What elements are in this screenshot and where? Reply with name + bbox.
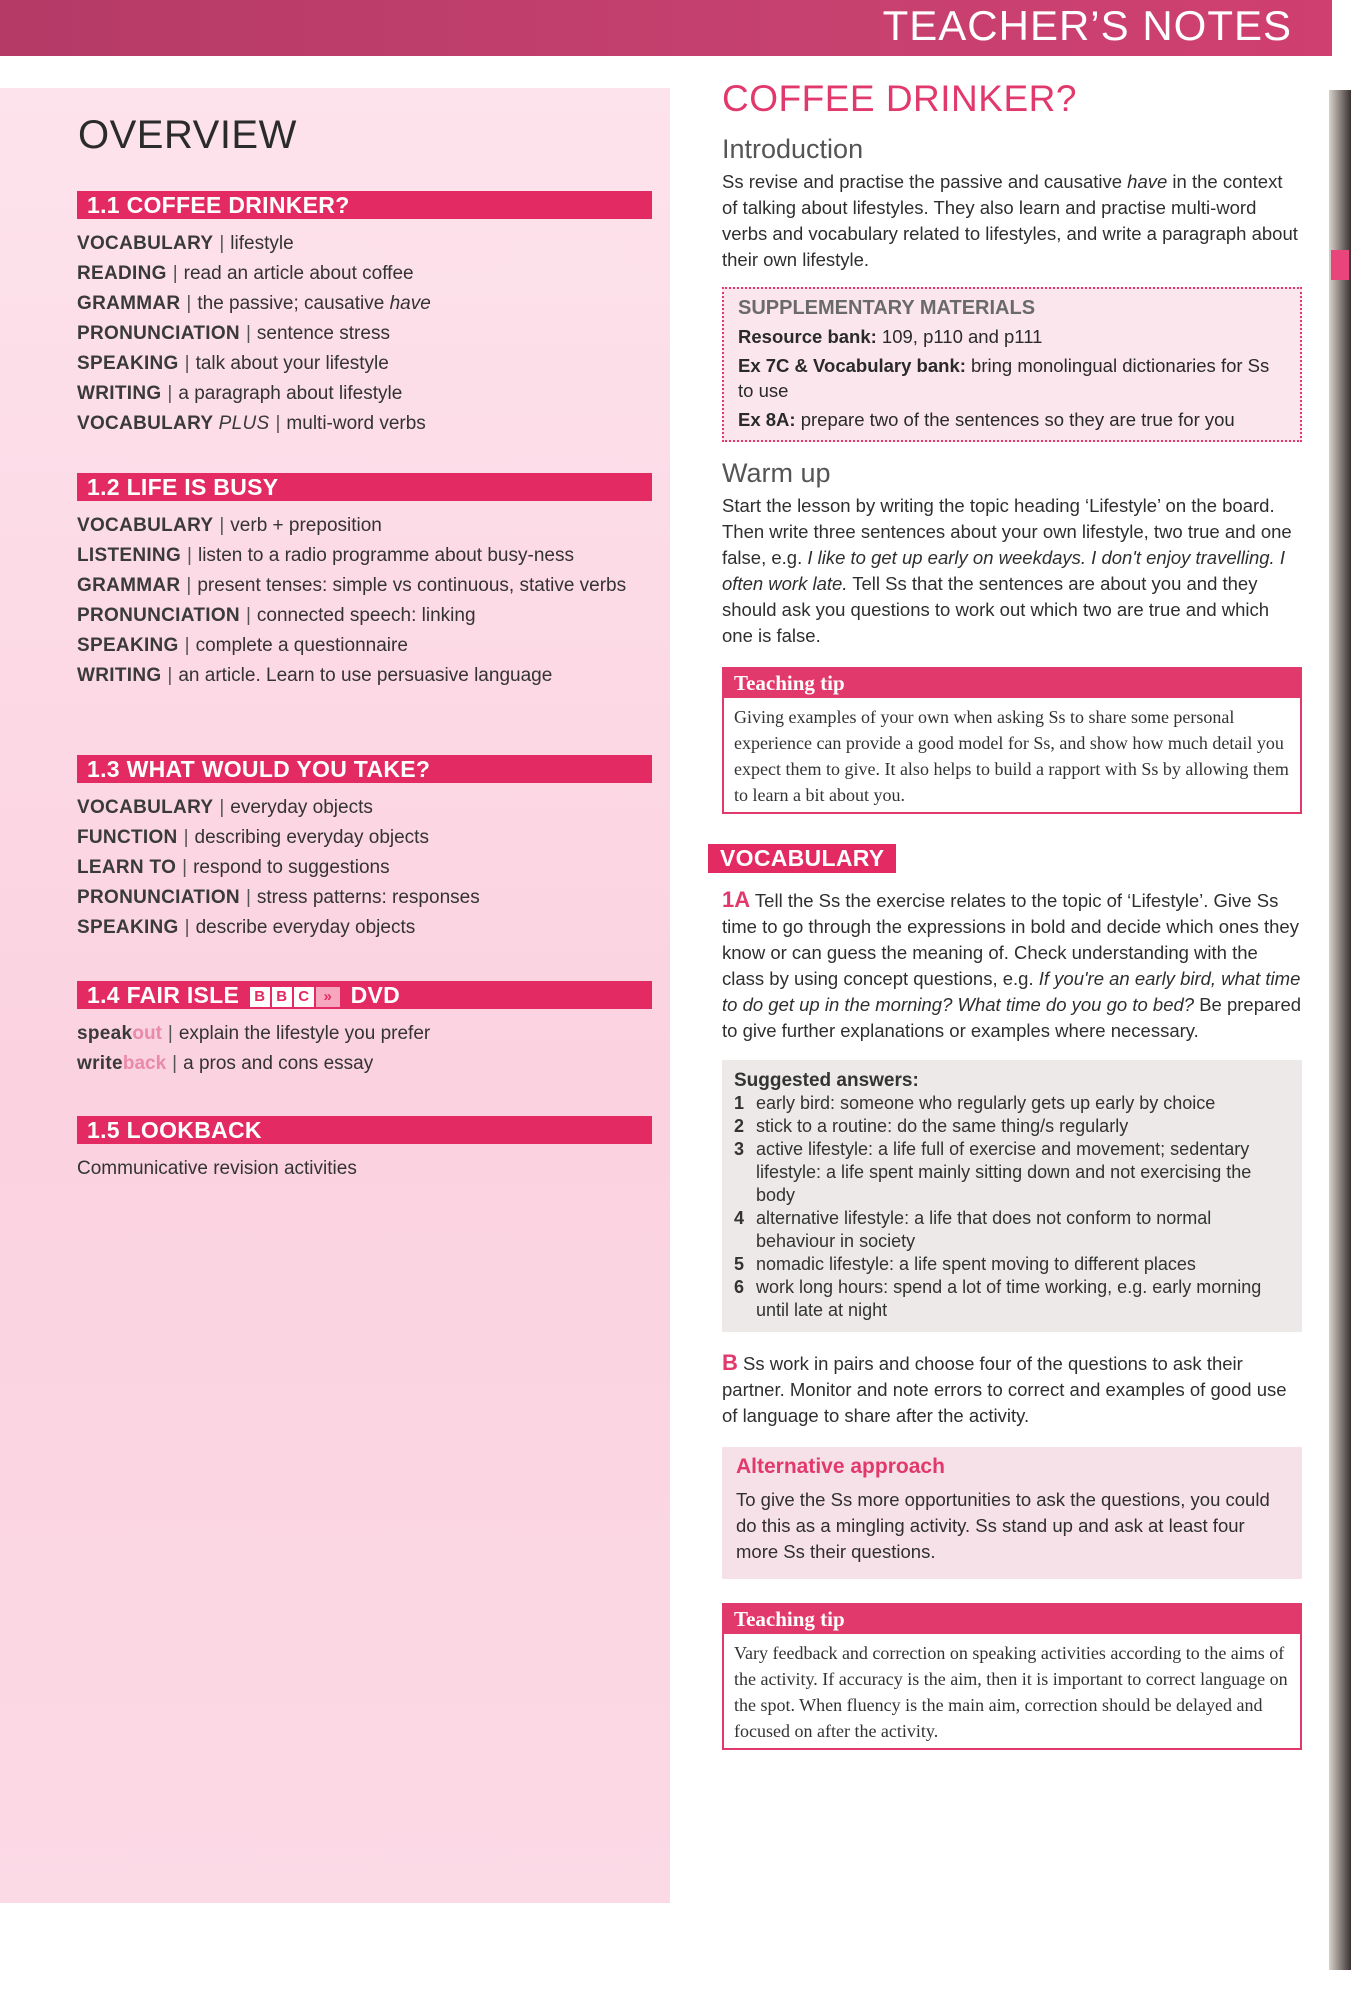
list-item: Communicative revision activities: [77, 1158, 357, 1179]
section-heading: 1.4 FAIR ISLE B B C » DVD: [77, 981, 652, 1009]
supplementary-line: Resource bank: 109, p110 and p111: [738, 326, 1043, 347]
answer-item: 6 work long hours: spend a lot of time working, e.g. early morning until late at night: [734, 1277, 1262, 1320]
edge-marker: [1331, 250, 1349, 280]
warmup-heading: Warm up: [722, 458, 831, 488]
answer-item: 5 nomadic lifestyle: a life spent moving to different places: [734, 1254, 1196, 1274]
section-1-4: [77, 981, 652, 1079]
list-item: VOCABULARY | lifestyle: [77, 233, 294, 254]
list-item: LISTENING | listen to a radio programme about busy-ness: [77, 545, 574, 566]
warmup-paragraph: Start the lesson by writing the topic heading ‘Lifestyle’ on the board. Then write three sentences about your own lifestyle, two true and one false, e.g. I like to get up early on weekdays. I don't enjoy travelling. I often work late. Tell Ss that the sentences are about you and they should ask you questions to work out which two are true and which one is false.: [722, 495, 1292, 646]
section-1-5: [77, 1116, 652, 1184]
list-item: WRITING | a paragraph about lifestyle: [77, 383, 403, 404]
list-item: SPEAKING | talk about your lifestyle: [77, 353, 389, 374]
play-icon: »: [316, 987, 340, 1007]
overview-title: OVERVIEW: [78, 113, 297, 157]
answer-item: 4 alternative lifestyle: a life that does not conform to normal behaviour in society: [734, 1208, 1212, 1251]
tip-body: Giving examples of your own when asking Ss to share some personal experience can provide a good model for Ss, and show how much detail you expect them to give. It also helps to build a rapport with Ss by allowing them to learn a bit about you.: [734, 707, 1289, 805]
section-heading: 1.5 LOOKBACK: [77, 1116, 652, 1144]
section-items: [77, 1019, 652, 1079]
answers-title: Suggested answers:: [734, 1070, 919, 1091]
main-column: [722, 78, 1302, 1750]
list-item: writeback | a pros and cons essay: [77, 1053, 374, 1074]
page-edge-strip: [1329, 90, 1351, 1970]
section-items: [77, 1154, 652, 1184]
list-item: VOCABULARY | verb + preposition: [77, 515, 382, 536]
list-item: GRAMMAR | present tenses: simple vs continuous, stative verbs: [77, 575, 627, 596]
answer-item: 2 stick to a routine: do the same thing/s regularly: [734, 1116, 1129, 1136]
list-item: WRITING | an article. Learn to use persuasive language: [77, 665, 553, 686]
section-heading: 1.2 LIFE IS BUSY: [77, 473, 652, 501]
list-item: SPEAKING | describe everyday objects: [77, 917, 416, 938]
exercise-1b: B Ss work in pairs and choose four of the questions to ask their partner. Monitor and note errors to correct and examples of good use of language to share after the activity.: [722, 1350, 1287, 1426]
section-items: [77, 511, 652, 691]
supplementary-box: [722, 287, 1302, 442]
list-item: GRAMMAR | the passive; causative have: [77, 293, 431, 314]
supplementary-title: SUPPLEMENTARY MATERIALS: [738, 297, 1036, 319]
list-item: LEARN TO | respond to suggestions: [77, 857, 390, 878]
teaching-tip-box: [722, 667, 1302, 814]
supplementary-line: Ex 8A: prepare two of the sentences so they are true for you: [738, 409, 1235, 430]
alternative-approach-box: [722, 1447, 1302, 1579]
list-item: SPEAKING | complete a questionnaire: [77, 635, 408, 656]
list-item: FUNCTION | describing everyday objects: [77, 827, 429, 848]
tip-heading: Teaching tip: [724, 669, 1300, 698]
exercise-1a: 1A Tell the Ss the exercise relates to the topic of ‘Lifestyle’. Give Ss time to go through the expressions in bold and decide which ones they know or can guess the meaning of. Check understanding with the class by using concept questions, e.g. If you're an early bird, what time to do get up in the morning? What time do you go to bed? Be prepared to give further explanations or examples where necessary.: [722, 887, 1302, 1041]
list-item: VOCABULARY PLUS | multi-word verbs: [77, 413, 426, 434]
page-header: [0, 0, 1332, 56]
list-item: PRONUNCIATION | connected speech: linking: [77, 605, 476, 626]
section-heading: 1.3 WHAT WOULD YOU TAKE?: [77, 755, 652, 783]
overview-panel: [0, 88, 670, 1903]
section-1-1: [77, 191, 652, 439]
vocabulary-heading: VOCABULARY: [708, 844, 896, 873]
list-item: PRONUNCIATION | sentence stress: [77, 323, 390, 344]
supplementary-line: Ex 7C & Vocabulary bank: bring monolingual dictionaries for Ss to use: [738, 355, 1270, 401]
section-1-3: [77, 755, 652, 943]
section-heading: 1.1 COFFEE DRINKER?: [77, 191, 652, 219]
alt-heading: Alternative approach: [736, 1455, 945, 1478]
answer-item: 1 early bird: someone who regularly gets up early by choice: [734, 1093, 1216, 1113]
suggested-answers-box: [722, 1060, 1302, 1332]
tip-body: Vary feedback and correction on speaking activities according to the aims of the activity. If accuracy is the aim, then it is important to correct language on the spot. When fluency is the main aim, correction should be delayed and focused on after the activity.: [734, 1643, 1288, 1741]
alt-body: To give the Ss more opportunities to ask the questions, you could do this as a mingling activity. Ss stand up and ask at least four more Ss their questions.: [736, 1489, 1270, 1562]
section-items: [77, 229, 652, 439]
section-items: [77, 793, 652, 943]
intro-heading: Introduction: [722, 134, 864, 164]
list-item: PRONUNCIATION | stress patterns: responses: [77, 887, 480, 908]
header-title: TEACHER’S NOTES: [882, 2, 1292, 49]
list-item: VOCABULARY | everyday objects: [77, 797, 373, 818]
section-1-2: [77, 473, 652, 691]
intro-paragraph: Ss revise and practise the passive and causative have in the context of talking about lifestyles. They also learn and practise multi-word verbs and vocabulary related to lifestyles, and write a paragraph about their own lifestyle.: [722, 171, 1298, 270]
list-item: READING | read an article about coffee: [77, 263, 414, 284]
teaching-tip-box-2: [722, 1603, 1302, 1750]
page-title: COFFEE DRINKER?: [722, 78, 1077, 119]
tip-heading: Teaching tip: [724, 1605, 1300, 1634]
answer-item: 3 active lifestyle: a life full of exercise and movement; sedentary lifestyle: a life spent mainly sitting down and not exercising the body: [734, 1139, 1252, 1205]
list-item: speakout | explain the lifestyle you prefer: [77, 1023, 431, 1044]
bbc-logo: B B C »: [250, 987, 340, 1007]
